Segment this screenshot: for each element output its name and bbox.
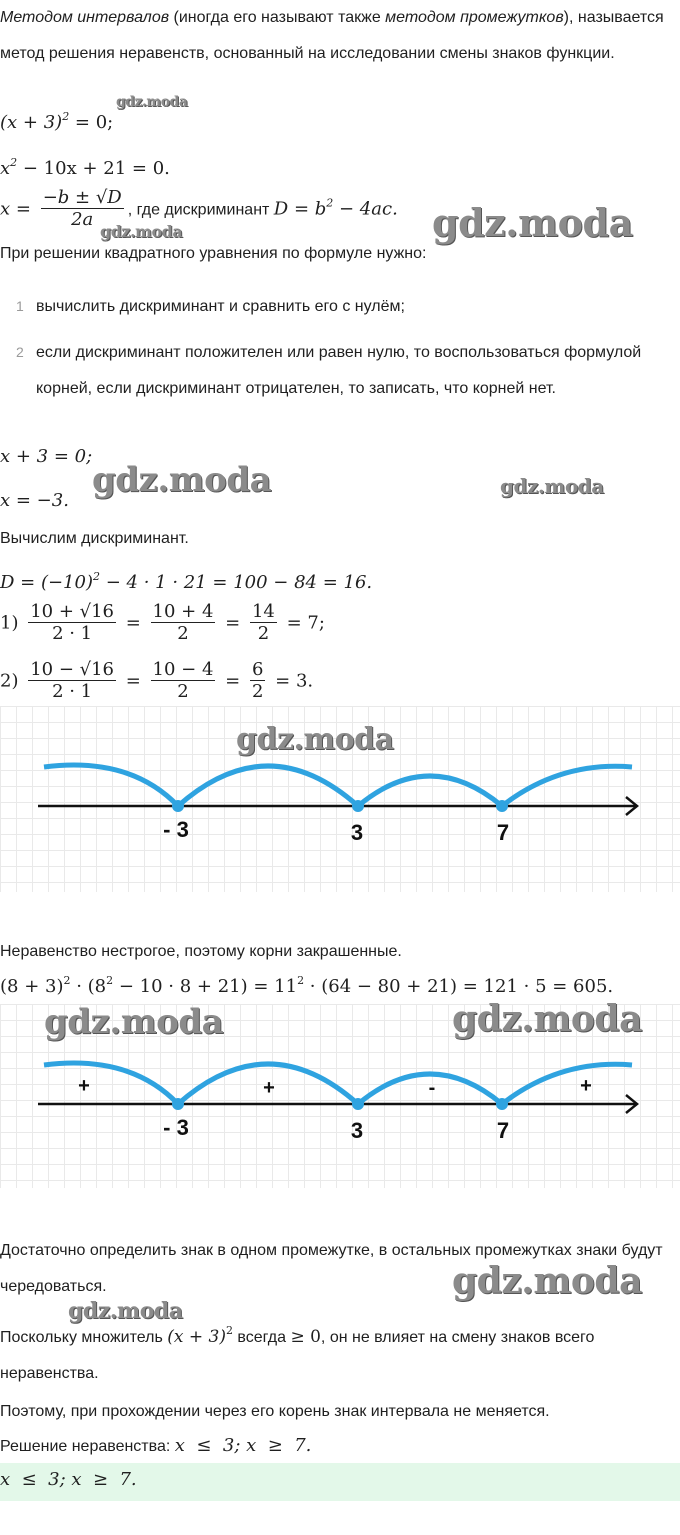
watermark: gdz.moda [92, 460, 272, 500]
point-label: 3 [350, 1118, 364, 1143]
root-point [172, 1098, 184, 1110]
quadratic-intro: При решении квадратного уравнения по формуле нужно: [0, 245, 427, 262]
root-point [496, 800, 508, 812]
interval-sign: - [428, 1077, 436, 1099]
term-gap-method: методом промежутков [385, 9, 564, 26]
factor-note: Поскольку множитель $(x + 3)^2$ всегда ≥ 0, он не влияет на смену знаков всего неравенства. [0, 1324, 595, 1382]
interval-sign: + [580, 1075, 592, 1097]
term-interval-method: Методом интервалов [0, 9, 170, 26]
root-equation: x + 3 = 0; [0, 446, 93, 467]
step-text: если дискриминант положителен или равен нулю, то воспользоваться формулой корней, если дискриминант отрицателен, то записать, что корней нет. [36, 344, 642, 397]
root-2-calc: 2) $\frac{10 - √16}{2 \cdot 1}$ = $\frac{10 - 4}{2}$ = $\frac{6}{2}$ = 3. [0, 660, 314, 702]
solution-line: Решение неравенства: x ≤ 3; x ≥ 7. [0, 1435, 312, 1456]
therefore-note: Поэтому, при прохождении через его корень знак интервала не меняется. [0, 1403, 550, 1420]
answer-text: x ≤ 3; x ≥ 7. [0, 1469, 137, 1490]
intro-paragraph [0, 0, 674, 72]
watermark: gdz.moda [452, 998, 642, 1040]
watermark: gdz.moda [116, 94, 188, 110]
step-number: 1 [16, 298, 24, 314]
interval-arc [44, 765, 178, 806]
number-line-diagram-2 [0, 998, 680, 1188]
point-label: - 3 [163, 817, 189, 842]
root-point [352, 800, 364, 812]
point-label: - 3 [163, 1115, 189, 1140]
interval-arc [44, 1063, 178, 1104]
point-label: 7 [496, 820, 510, 845]
check-calc: $(8 + 3)^2 \cdot (8^2 - 10 \cdot 8 + 21) = 11^2 \cdot (64 - 80 + 21) = 121 \cdot 5 = 605$. [0, 974, 614, 997]
interval-sign: + [263, 1077, 275, 1099]
point-label: 7 [496, 1118, 510, 1143]
root-point [352, 1098, 364, 1110]
interval-arc [358, 776, 502, 806]
root-point [496, 1098, 508, 1110]
alternate-note: Достаточно определить знак в одном промежутке, в остальных промежутках знаки будут чередоваться. [0, 1242, 663, 1295]
interval-sign: + [78, 1075, 90, 1097]
watermark: gdz.moda [100, 222, 183, 241]
watermark: gdz.moda [44, 1002, 224, 1042]
discriminant-label: Вычислим дискриминант. [0, 530, 189, 547]
step-number: 2 [16, 344, 24, 360]
interval-arc [178, 766, 358, 806]
interval-arc [502, 1064, 632, 1104]
equation-2: $x^2 - 10x + 21 = 0$. [0, 156, 170, 179]
point-label: 3 [350, 820, 364, 845]
root-point [172, 800, 184, 812]
strict-note: Неравенство нестрогое, поэтому корни закрашенные. [0, 943, 402, 960]
watermark: gdz.moda [432, 200, 633, 245]
number-line-diagram-1 [0, 706, 680, 892]
root-value: x = −3. [0, 490, 69, 511]
equation-1: $(x + 3)^2 = 0$; [0, 110, 114, 133]
interval-arc [502, 766, 632, 806]
discriminant-calc: $D = (-10)^2 - 4 \cdot 1 \cdot 21 = 100 - 84 = 16$. [0, 570, 373, 593]
step-text: вычислить дискриминант и сравнить его с нулём; [36, 298, 405, 315]
intro-text-2: ), называется метод решения неравенств, основанный на исследовании смены знаков функции. [0, 9, 664, 62]
watermark: gdz.moda [68, 1298, 183, 1324]
watermark: gdz.moda [500, 474, 604, 498]
root-1-calc: 1) $\frac{10 + √16}{2 \cdot 1}$ = $\frac{10 + 4}{2}$ = $\frac{14}{2}$ = 7; [0, 601, 325, 644]
answer-box [0, 1463, 680, 1501]
quadratic-formula: x = $\frac{-b \pm √D}{2a}$ , где дискриминант $D = b^2 - 4ac$. [0, 187, 398, 230]
watermark: gdz.moda [236, 722, 394, 757]
watermark: gdz.moda [452, 1260, 642, 1302]
intro-text-1: (иногда его называют также [169, 9, 386, 26]
